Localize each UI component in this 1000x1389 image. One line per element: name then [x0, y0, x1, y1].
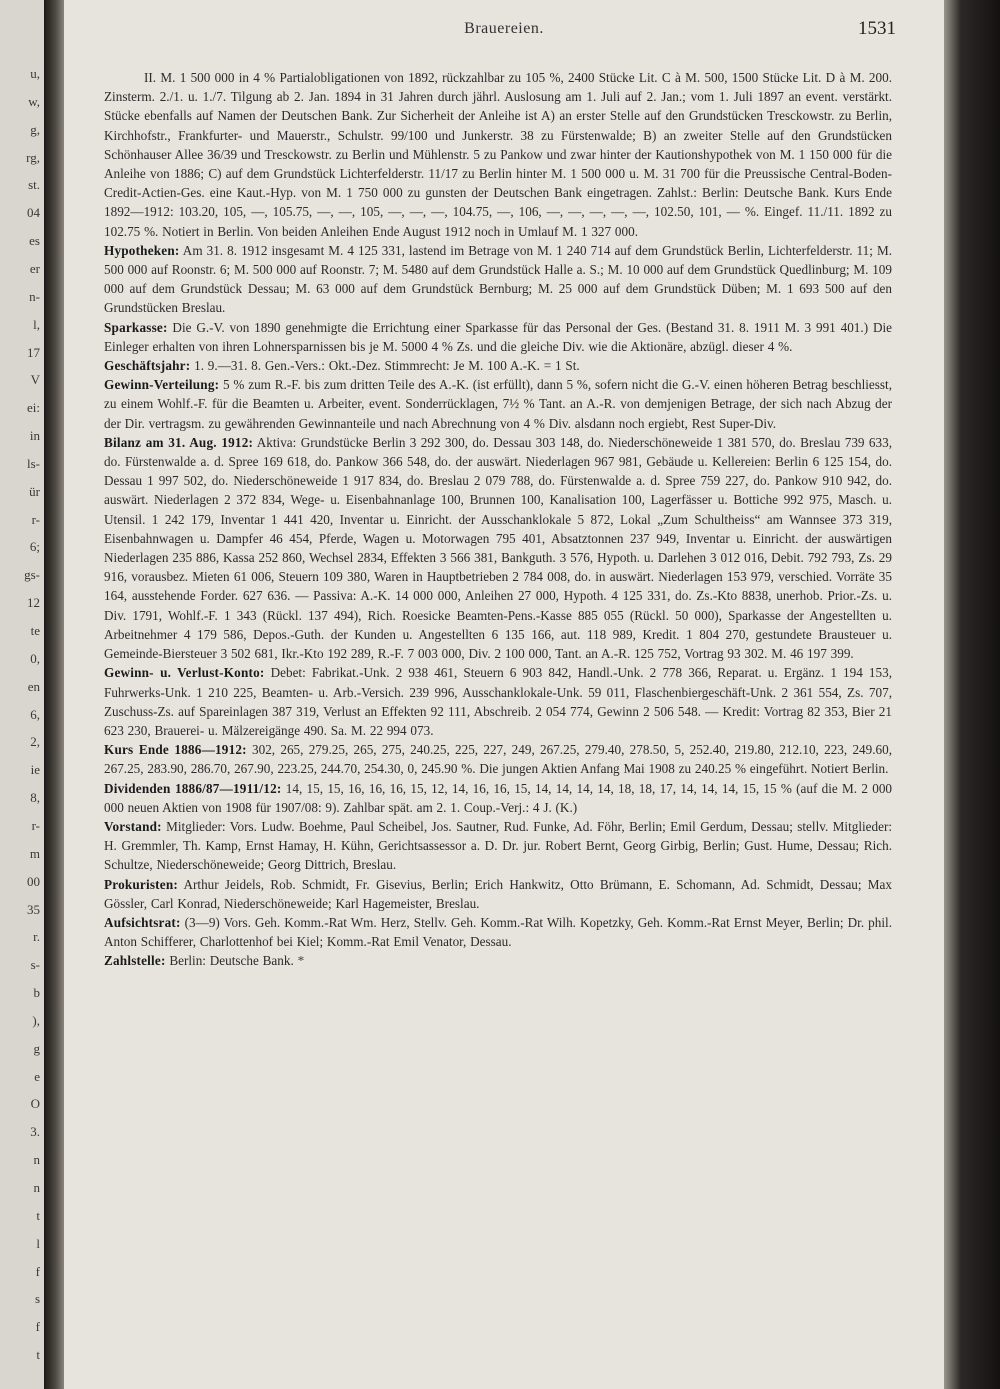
paragraph — [104, 913, 892, 951]
adjacent-page-fragment: n — [33, 1180, 40, 1195]
adjacent-page-fragment: gs- — [24, 567, 40, 582]
adjacent-page-fragment: m — [29, 846, 40, 861]
adjacent-page-fragment: V — [30, 372, 40, 387]
paragraph-text: 302, 265, 279.25, 265, 275, 240.25, 225, 227, 249, 267.25, 279.40, 278.50, 5, 252.40, 219.80, 212.10, 223, 249.60, 267.25, 283.90, 286.70, 267.90, 223.25, 244.70, 254.30, 0, 245.90 %. Die jungen Aktien Anfang Mai 1908 zu 240.25 % eingeführt. Notiert Berlin. — [104, 742, 893, 777]
document-page — [64, 0, 944, 1389]
paragraph-text: 14, 15, 15, 16, 16, 16, 15, 12, 14, 16, 16, 15, 14, 14, 14, 14, 18, 18, 17, 14, 14, 14, 15, 15 % (auf die M. 2 000 000 neuen Aktien von 1908 für 1907/08: 9). Zahlbar spät. am 2. 1. Coup.-Verj.: 4 J. (K.) — [104, 780, 893, 815]
book-gutter — [44, 0, 64, 1389]
paragraph — [104, 68, 892, 241]
adjacent-page-fragment: g, — [30, 122, 40, 137]
adjacent-page-fragment: ür — [29, 484, 40, 499]
adjacent-page-fragment: 2, — [30, 734, 40, 749]
adjacent-page-fragment: 17 — [27, 345, 40, 360]
paragraph — [104, 375, 892, 433]
adjacent-page-fragment: O — [30, 1096, 40, 1111]
adjacent-page-fragment: n — [33, 1152, 40, 1167]
adjacent-page-fragment: ls- — [27, 456, 40, 471]
page-edge-shadow — [944, 0, 1000, 1389]
section-label: Vorstand: — [104, 818, 162, 834]
paragraph-text: (3—9) Vors. Geh. Komm.-Rat Wm. Herz, Stellv. Geh. Komm.-Rat Wilh. Kopetzky, Geh. Komm.-Rat Ernst Meyer, Berlin; Dr. phil. Anton Schifferer, Charlottenhof bei Kiel; Komm.-Rat Emil Venator, Dessau. — [104, 914, 892, 950]
adjacent-page-fragment: 35 — [27, 902, 40, 917]
adjacent-page-fragment: 6, — [30, 707, 40, 722]
adjacent-page-fragment: u, — [30, 66, 40, 81]
footer-mark: * — [293, 953, 305, 969]
adjacent-page-fragment: es — [29, 233, 40, 248]
paragraph-text: Mitglieder: Vors. Ludw. Boehme, Paul Scheibel, Jos. Sautner, Rud. Funke, Ad. Föhr, Berlin; Emil Gerdum, Dessau; stellv. Mitglieder: H. Gremmler, Th. Kamp, Ernst Hamay, H. Kühn, Gerichtsassessor a. D. Dr. jur. Robert Bernt, Georg Girbig, Berlin; Gust. Hume, Dessau; Rich. Schultze, Niederschöneweide; Georg Dittrich, Breslau. — [104, 818, 893, 873]
adjacent-page-fragment: er — [29, 261, 40, 276]
paragraph-text: II. M. 1 500 000 in 4 % Partialobligationen von 1892, rückzahlbar zu 105 %, 2400 Stücke Lit. C à M. 500, 1500 Stücke Lit. D à M. 200. Zinsterm. 2./1. u. 1./7. Tilgung ab 2. Jan. 1894 in 31 Jahren durch jährl. Auslosung am 1. Juli auf 2. Jan.; vom 1. Juli 1897 an event. verstärkt. Stücke ebenfalls auf Namen der Deutschen Bank. Zur Sicherheit der Anleihe ist A) an erster Stelle auf den Grundstücken Tresckowstr. zu Berlin, Kirchhofstr., Frankfurter- und Mauerstr., Schulstr. 99/100 und Junkerstr. 38 zu Fürstenwalde; B) an zweiter Stelle auf den Grundstücken Schönhauser Allee 36/39 und Tresckowstr. zu Berlin und Mühlenstr. 5 zu Pankow und zwar hinter der Kautionshypothek von M. 1 150 000 für die Anleihe von 1886; C) auf dem Grundstück Lichterfelderstr. 11/17 zu Berlin hinter M. 1 500 000 u. M. 31 700 für die Preussische Central-Boden-Credit-Actien-Ges. eine Kaut.-Hyp. von M. 1 750 000 zu gunsten der Deutschen Bank eingetragen. Zahlst.: Berlin: Deutsche Bank. Kurs Ende 1892—1912: 103.20, 105, —, 105.75, —, —, 105, —, —, —, 104.75, —, 106, —, —, —, —, —, 102.50, 101, — %. Eingef. 11./11. 1892 zu 102.75 %. Notiert in Berlin. Von beiden Anleihen Ende August 1912 noch in Umlauf M. 1 327 000. — [104, 70, 892, 239]
adjacent-page-fragment: 3. — [30, 1124, 40, 1139]
running-title: Brauereien. — [464, 20, 544, 37]
adjacent-page-fragment: w, — [28, 94, 40, 109]
section-label: Sparkasse: — [104, 319, 168, 335]
paragraph — [104, 663, 892, 740]
paragraph — [104, 875, 892, 913]
adjacent-page-fragment: in — [29, 428, 40, 443]
page-body — [104, 68, 892, 971]
adjacent-page-fragment: ie — [30, 762, 40, 777]
adjacent-page-fragment: l — [36, 1236, 40, 1251]
adjacent-page-fragment: e — [34, 1069, 40, 1084]
section-label: Gewinn- u. Verlust-Konto: — [104, 665, 265, 681]
section-label: Aufsichtsrat: — [104, 914, 181, 930]
adjacent-page-fragment: 8, — [30, 790, 40, 805]
section-label: Dividenden 1886/87—1911/12: — [104, 780, 282, 796]
adjacent-page-fragment: ), — [32, 1013, 40, 1028]
paragraph — [104, 779, 892, 817]
paragraph — [104, 318, 892, 356]
adjacent-page-fragment: s- — [30, 957, 40, 972]
adjacent-page-fragment: ei: — [27, 400, 40, 415]
adjacent-page-fragment: r- — [31, 512, 40, 527]
section-label: Prokuristen: — [104, 876, 178, 892]
paragraph — [104, 356, 892, 375]
adjacent-page-fragment: 0, — [30, 651, 40, 666]
paragraph-text: Debet: Fabrikat.-Unk. 2 938 461, Steuern 6 903 842, Handl.-Unk. 2 778 366, Reparat. u. Ergänz. 1 194 153, Fuhrwerks-Unk. 1 210 225, Beamten- u. Arb.-Versich. 239 996, Ausschanklokale-Unk. 59 011, Flaschenbiergeschäft-Unk. 2 361 554, Zs. 707, Zuschuss-Zs. auf Spareinlagen 387 319, Verlust an Effekten 92 111, Abschreib. 2 054 774, Gewinn 2 506 548. — Kredit: Vortrag 82 353, Bier 21 623 230, Brauerei- u. Mälzereigänge 490. Sa. M. 22 994 073. — [104, 665, 892, 738]
adjacent-page-fragment: te — [30, 623, 40, 638]
section-label: Hypotheken: — [104, 242, 180, 258]
paragraph-text: Am 31. 8. 1912 insgesamt M. 4 125 331, lastend im Betrage von M. 1 240 714 auf dem Grundstück Berlin, Lichterfelderstr. 11; M. 500 000 auf Roonstr. 6; M. 500 000 auf Roonstr. 7; M. 5480 auf dem Grundstück Halle a. S.; M. 10 000 auf dem Grundstück Quedlinburg; M. 109 000 auf dem Grundstück Dessau; M. 63 000 auf dem Grundstück Bernburg; M. 25 000 auf dem Grundstück Düben; M. 1 693 500 auf den Grundstücken Breslau. — [104, 242, 892, 316]
paragraph-text: 5 % zum R.-F. bis zum dritten Teile des A.-K. (ist erfüllt), dann 5 %, sofern nicht die G.-V. einen höheren Betrag beschliesst, zu einem Wohlf.-F. für die Beamten u. Arbeiter, event. Sonderrücklagen, 7½ % Tant. an A.-R. von demjenigen Betrage, der sich nach Abzug der der Dir. vertragsm. zu gewährenden Gewinnanteile und nach Abrechnung von 4 % Div. alsdann noch ergiebt, Rest Super-Div. — [104, 377, 893, 431]
paragraph — [104, 241, 892, 318]
adjacent-page-fragment: 00 — [27, 874, 40, 889]
adjacent-page-fragment: r. — [33, 929, 40, 944]
paragraph-text: 1. 9.—31. 8. Gen.-Vers.: Okt.-Dez. Stimmrecht: Je M. 100 A.-K. = 1 St. — [194, 358, 580, 374]
paragraph-text: Arthur Jeidels, Rob. Schmidt, Fr. Gisevius, Berlin; Erich Hankwitz, Otto Brümann, E. Schomann, Ad. Schmidt, Dessau; Max Gössler, Carl Konrad, Niederschöneweide; Karl Hagemeister, Breslau. — [104, 876, 892, 911]
section-label: Bilanz am 31. Aug. 1912: — [104, 434, 254, 450]
section-label: Zahlstelle: — [104, 953, 166, 969]
paragraph-text: Aktiva: Grundstücke Berlin 3 292 300, do. Dessau 303 148, do. Niederschöneweide 1 381 570, do. Breslau 739 633, do. Fürstenwalde a. d. Spree 169 618, do. Pankow 366 548, do. der auswärt. Niederlagen 967 981, Gebäude u. Kellereien: Berlin 6 125 154, do. Dessau 1 997 502, do. Niederschöneweide 1 917 834, do. Breslau 2 079 788, do. Fürstenwalde a. d. Spree 759 227, do. Pankow 910 942, do. auswärt. Niederlagen 2 372 834, Wege- u. Eisenbahnanlage 100, Brunnen 100, Kanalisation 100, Lagerfässer u. Bottiche 992 975, Masch. u. Utensil. 1 242 179, Inventar 1 441 420, Inventar u. Einricht. der Ausschanklokale 5 872, Lokal „Zum Schultheiss“ am Wannsee 373 319, Eisenbahnwagen u. Dampfer 46 454, Pferde, Wagen u. Motorwagen 795 401, Absatztonnen 237 949, Inventar u. Einricht. der auswärtigen Niederlagen 235 886, Kassa 252 860, Wechsel 2834, Effekten 3 566 381, Bankguth. 3 576, Hypoth. u. Darlehen 3 012 016, Debit. 792 793, Zs. 29 916, vorausbez. Mieten 61 006, Steuern 109 380, Waren in Hauptbetrieben 2 784 008, do. in auswärt. Niederlagen 153 979, verschied. Vorräte 35 164, ausstehende Forder. 627 636. — Passiva: A.-K. 14 000 000, Anleihen 27 000, Hypoth. 4 125 331, do. Zs.-Kto 8838, unerhob. Prior.-Zs. u. Div. 1791, Wohlf.-F. 1 343 (Rückl. 137 494), Rich. Roesicke Beamten-Pens.-Kasse 885 055 (Rückl. 50 000), Sparkasse der Angestellten u. Arbeitnehmer 4 179 586, Depos.-Guth. der Kunden u. Angestellten 6 135 166, aut. 118 989, Kredit. 1 804 270, gestundete Brausteuer u. Gemeinde-Biersteuer 3 502 681, Ikr.-Kto 192 289, R.-F. 7 003 000, Div. 2 100 000, Tant. an A.-R. 125 752, Vortrag 93 302. M. 46 197 399. — [104, 434, 892, 662]
paragraph — [104, 817, 892, 875]
adjacent-page-strip — [0, 0, 44, 1389]
paragraph — [104, 433, 892, 663]
adjacent-page-fragment: n- — [29, 289, 40, 304]
page-number: 1531 — [858, 18, 896, 39]
adjacent-page-fragment: f — [35, 1319, 40, 1334]
adjacent-page-fragment: 12 — [27, 595, 40, 610]
paragraph — [104, 951, 892, 970]
section-label: Kurs Ende 1886—1912: — [104, 742, 247, 758]
adjacent-page-fragment: g — [33, 1041, 40, 1056]
adjacent-page-fragment: r- — [31, 818, 40, 833]
paragraph — [104, 740, 892, 778]
adjacent-page-fragment: st. — [28, 177, 40, 192]
adjacent-page-fragment: en — [27, 679, 40, 694]
adjacent-page-fragment: 04 — [27, 205, 40, 220]
adjacent-page-fragment: t — [36, 1208, 40, 1223]
section-label: Gewinn-Verteilung: — [104, 377, 220, 393]
adjacent-page-fragment: s — [34, 1291, 40, 1306]
adjacent-page-fragment: rg, — [26, 150, 40, 165]
paragraph-text: Berlin: Deutsche Bank. — [169, 953, 294, 969]
paragraph-text: Die G.-V. von 1890 genehmigte die Errichtung einer Sparkasse für das Personal der Ges. (Bestand 31. 8. 1911 M. 3 991 401.) Die Einleger erhalten von ihren Lohnersparnissen bis je M. 5000 4 % Zs. und die gleiche Div. wie die Aktionäre, abzügl. dieser 4 %. — [104, 319, 892, 354]
adjacent-page-fragment: t — [36, 1347, 40, 1362]
adjacent-page-fragment: l, — [33, 317, 40, 332]
adjacent-page-fragment: 6; — [29, 539, 40, 554]
adjacent-page-fragment: b — [33, 985, 40, 1000]
adjacent-page-fragment: f — [35, 1264, 40, 1279]
section-label: Geschäftsjahr: — [104, 358, 191, 374]
